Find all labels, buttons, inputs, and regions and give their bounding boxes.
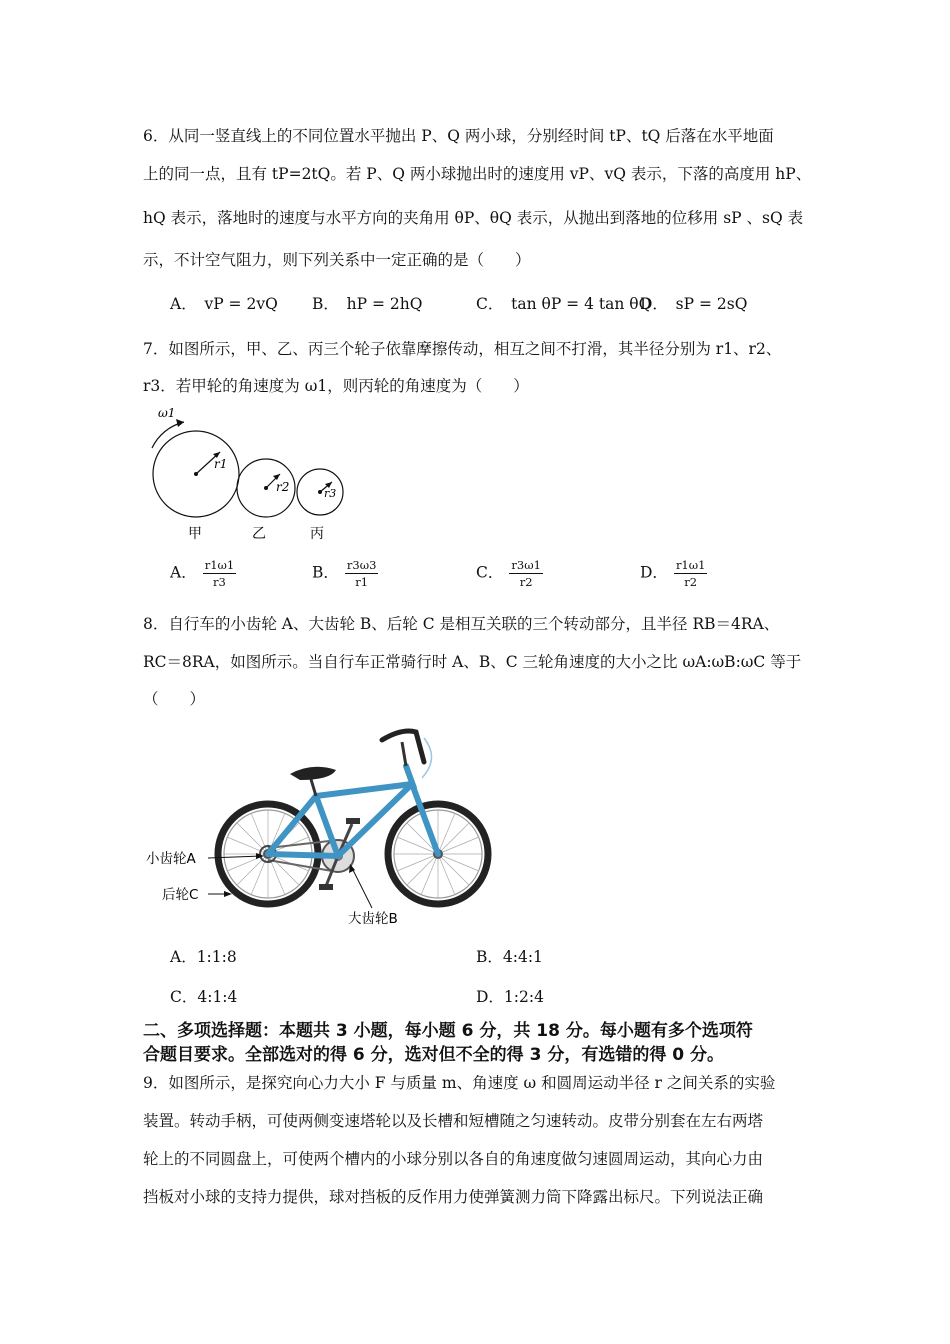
q7-option-d: D． $\frac{r1\omega 1}{r2}$ — [640, 558, 706, 589]
q8-text-line-3: （ ） — [143, 690, 206, 708]
q7-c-numerator: r3ω1 — [511, 558, 541, 572]
q7-text-line-1: 7．如图所示，甲、乙、丙三个轮子依靠摩擦传动，相互之间不打滑，其半径分别为 r1、r2、 — [143, 340, 782, 358]
q6-text-line-2: 上的同一点，且有 tP=2tQ。若 P、Q 两小球抛出时的速度用 vP、vQ 表示，下落的高度用 hP、 — [143, 165, 812, 183]
bicycle-figure — [140, 718, 500, 928]
r1-label: r1 — [214, 457, 228, 471]
big-gear-label: 大齿轮B — [348, 911, 398, 927]
q8-option-d: D．1:2:4 — [476, 988, 544, 1006]
q6-option-b: B． hP = 2hQ — [312, 295, 423, 313]
q8-text-line-2: RC＝8RA，如图所示。当自行车正常骑行时 A、B、C 三轮角速度的大小之比 ωA:ωB:ωC 等于 — [143, 653, 802, 671]
q7-option-b: B． $\frac{r3\omega 3}{r1}$ — [312, 558, 377, 589]
q7-d-denominator: r2 — [684, 575, 698, 589]
q7-a-numerator: r1ω1 — [204, 558, 235, 572]
yi-label: 乙 — [252, 526, 266, 542]
section-2-heading-line-1: 二、多项选择题：本题共 3 小题，每小题 6 分，共 18 分。每小题有多个选项符 — [143, 1021, 753, 1041]
q7-text-line-2: r3．若甲轮的角速度为 ω1，则丙轮的角速度为（ ） — [143, 377, 529, 395]
q6-option-c: C． tan θP = 4 tan θQ — [476, 295, 652, 313]
q6-text-line-4: 示，不计空气阻力，则下列关系中一定正确的是（ ） — [143, 251, 531, 269]
section-2-heading-line-2: 合题目要求。全部选对的得 6 分，选对但不全的得 3 分，有选错的得 0 分。 — [143, 1045, 724, 1065]
q7-option-a: A． $\frac{r1\omega 1}{r3}$ — [170, 558, 235, 589]
q7-c-denominator: r2 — [519, 575, 533, 589]
q9-text-line-3: 轮上的不同圆盘上，可使两个槽内的小球分别以各自的角速度做匀速圆周运动，其向心力由 — [143, 1150, 764, 1168]
r2-label: r2 — [276, 480, 290, 494]
q7-d-numerator: r1ω1 — [675, 558, 706, 572]
small-gear-label: 小齿轮A — [146, 851, 196, 867]
q6-text-line-3: hQ 表示，落地时的速度与水平方向的夹角用 θP、θQ 表示，从抛出到落地的位移用 sP 、sQ 表 — [143, 209, 804, 227]
q7-b-denominator: r1 — [355, 575, 369, 589]
q6-option-d: D． sP = 2sQ — [640, 295, 748, 313]
big-gear-pointer — [352, 868, 372, 908]
q8-text-line-1: 8．自行车的小齿轮 A、大齿轮 B、后轮 C 是相互关联的三个转动部分，且半径 RB＝4RA、 — [143, 615, 780, 633]
rear-wheel-label: 后轮C — [162, 887, 199, 903]
q6-option-a: A． vP = 2vQ — [170, 295, 278, 313]
q9-text-line-2: 装置。转动手柄，可使两侧变速塔轮以及长槽和短槽随之匀速转动。皮带分别套在左右两塔 — [143, 1112, 764, 1130]
q7-a-denominator: r3 — [213, 575, 226, 589]
jia-label: 甲 — [188, 526, 202, 542]
q8-option-c: C．4:1:4 — [170, 988, 238, 1006]
q8-option-a: A．1:1:8 — [170, 948, 237, 966]
friction-wheels-figure — [140, 400, 360, 550]
q6-text-line-1: 6．从同一竖直线上的不同位置水平抛出 P、Q 两小球，分别经时间 tP、tQ 后落在水平地面 — [143, 127, 774, 145]
r3-label: r3 — [324, 487, 337, 500]
q7-option-c: C． $\frac{r3\omega 1}{r2}$ — [476, 558, 541, 589]
q9-text-line-1: 9．如图所示，是探究向心力大小 F 与质量 m、角速度 ω 和圆周运动半径 r 之间关系的实验 — [143, 1074, 776, 1092]
q8-option-b: B．4:4:1 — [476, 948, 543, 966]
q7-b-numerator: r3ω3 — [346, 558, 377, 572]
omega-label: ω1 — [158, 406, 176, 420]
q9-text-line-4: 挡板对小球的支持力提供，球对挡板的反作用力使弹簧测力筒下降露出标尺。下列说法正确 — [143, 1188, 764, 1206]
bing-label: 丙 — [310, 526, 324, 542]
